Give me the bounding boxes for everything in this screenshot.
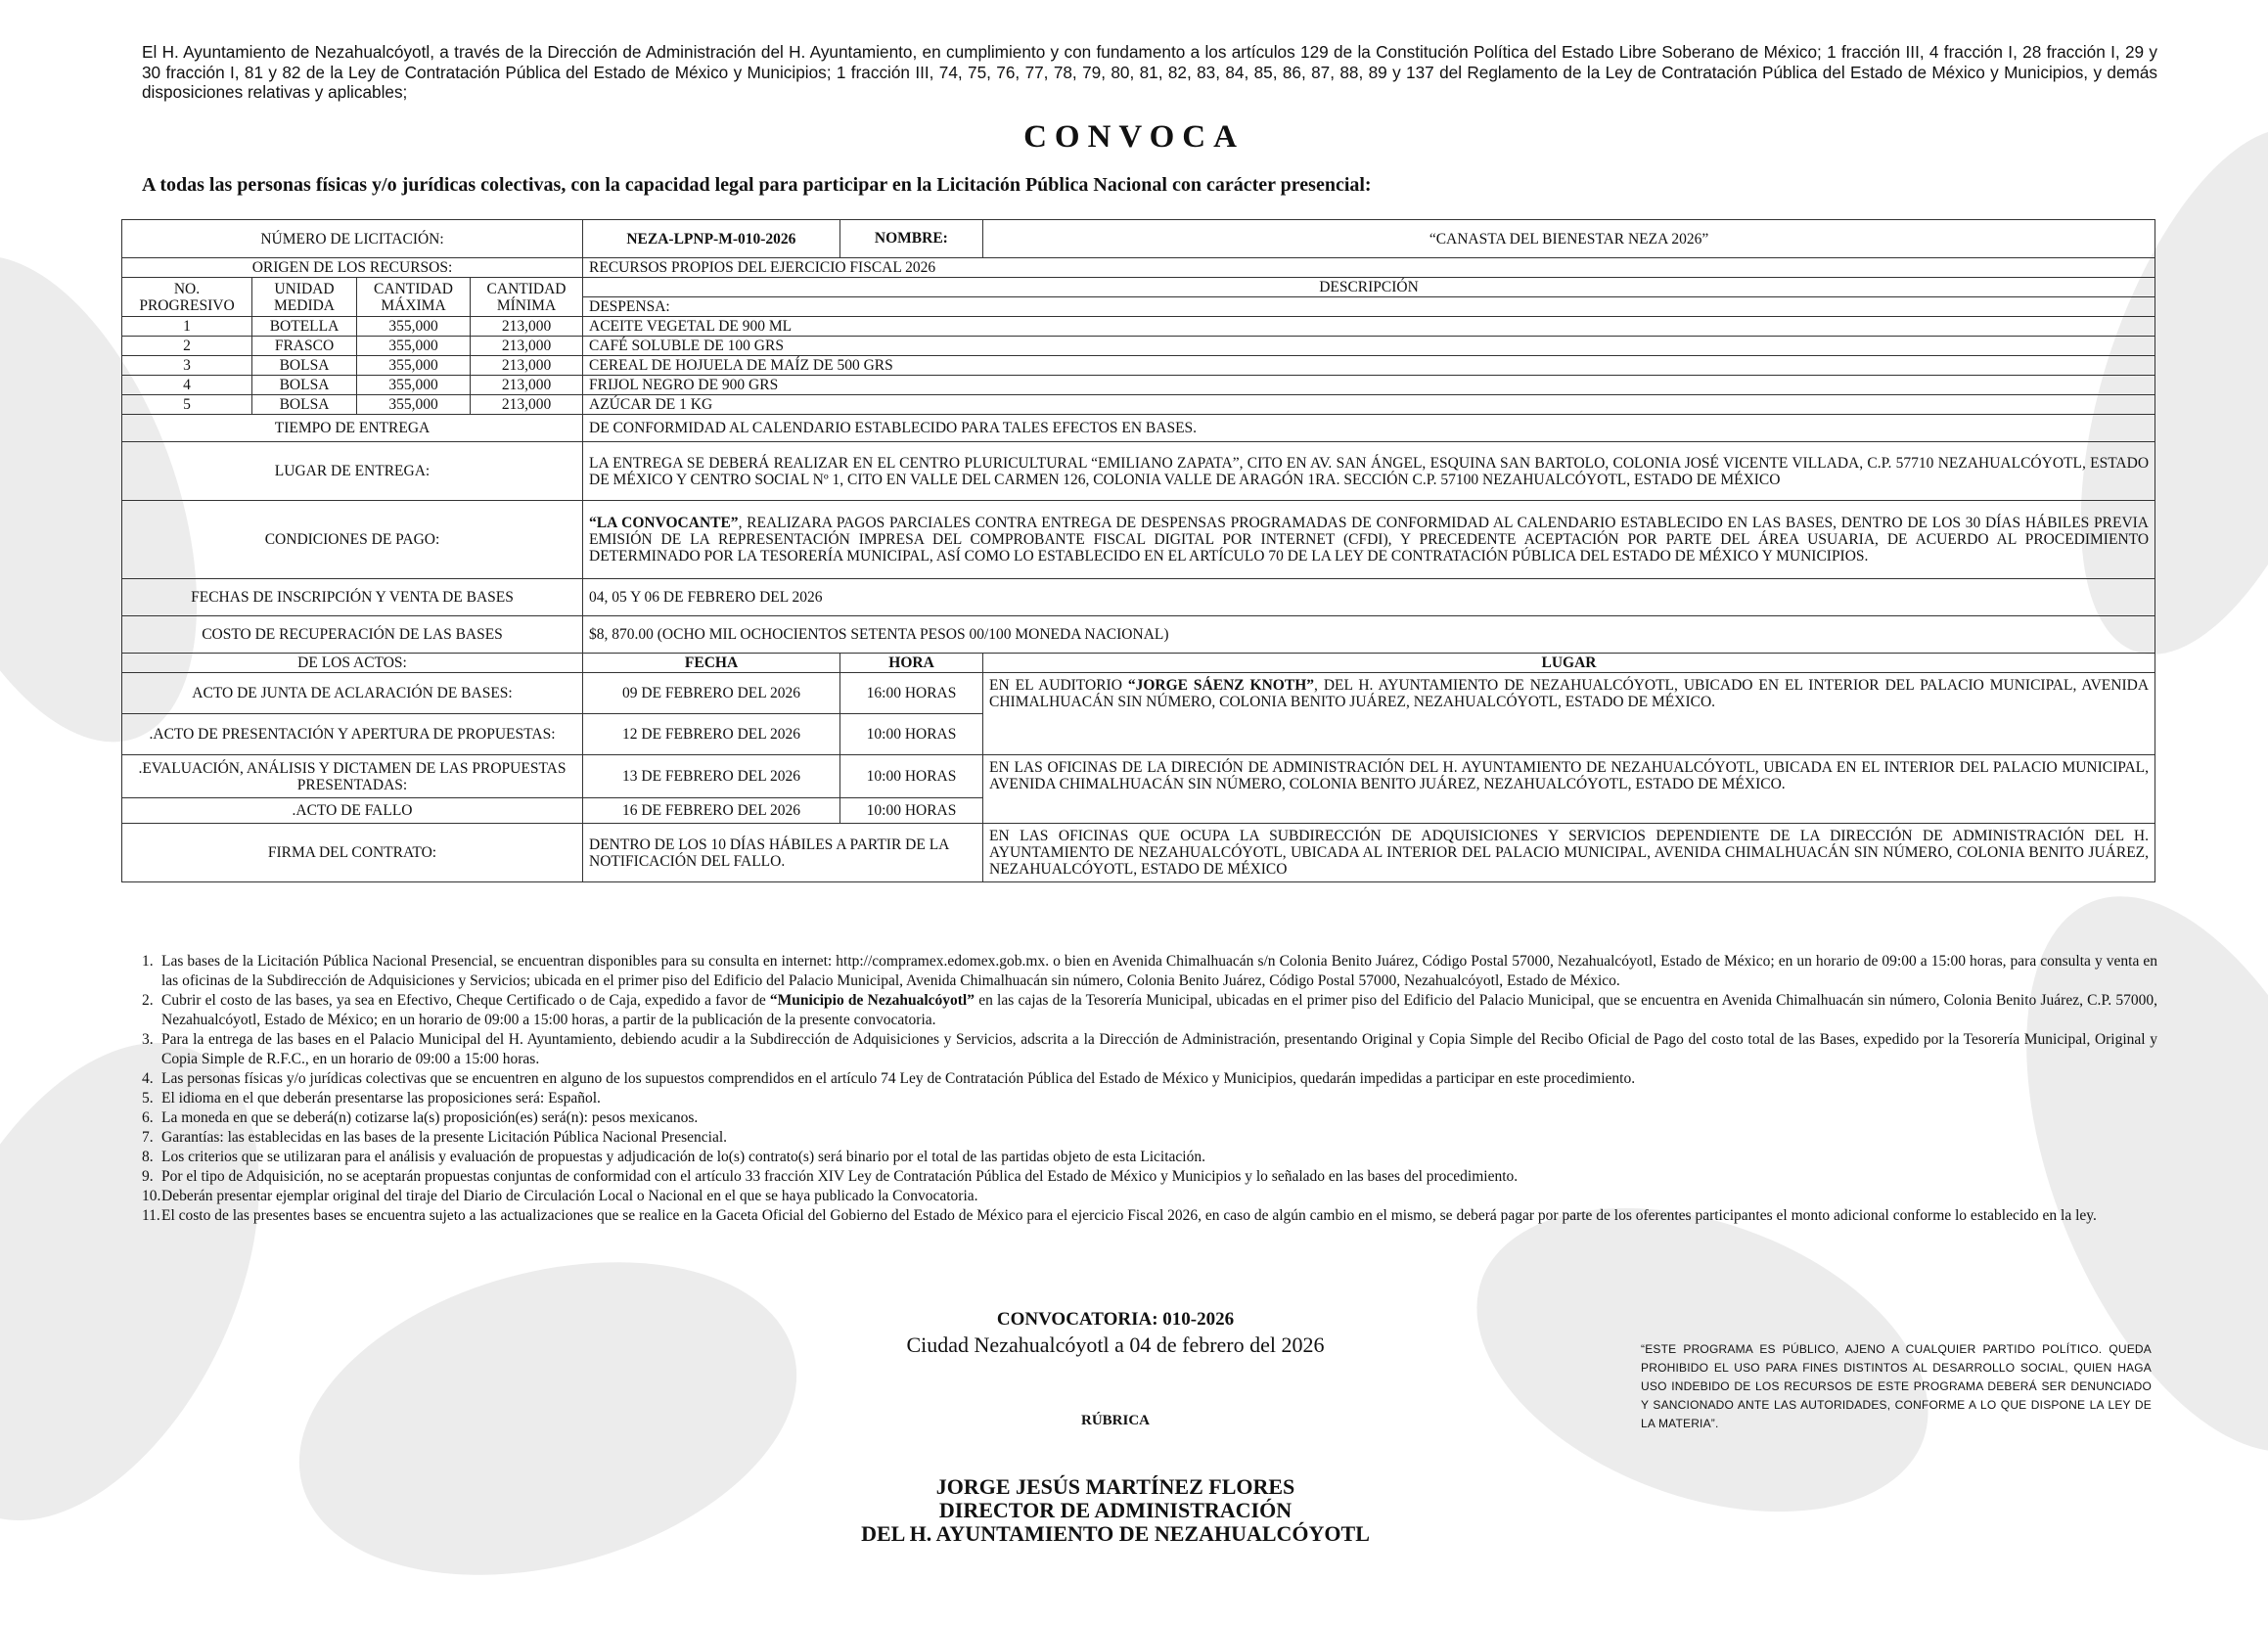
note-text: Los criterios que se utilizaran para el análisis y evaluación de propuestas y adjudicación de lo(s) contrato(s) será binario por el total de las partidas objeto de esta Licitación. (161, 1149, 1205, 1165)
numero-label: NÚMERO DE LICITACIÓN: (122, 220, 583, 258)
item-desc: CAFÉ SOLUBLE DE 100 GRS (583, 337, 2155, 356)
item-maxima: 355,000 (357, 395, 471, 415)
note-number: 3. (142, 1031, 154, 1048)
item-desc: ACEITE VEGETAL DE 900 ML (583, 317, 2155, 337)
header-maxima: CANTIDAD MÁXIMA (357, 278, 471, 317)
item-no: 5 (122, 395, 252, 415)
nombre-value: “CANASTA DEL BIENESTAR NEZA 2026” (983, 220, 2155, 258)
table-row (122, 337, 2155, 356)
header-unidad: UNIDAD MEDIDA (252, 278, 357, 317)
acto-fecha: 16 DE FEBRERO DEL 2026 (583, 798, 840, 824)
acto-label: ACTO DE JUNTA DE ACLARACIÓN DE BASES: (122, 673, 583, 714)
table-row (122, 376, 2155, 395)
lugar1-post: , DEL H. AYUNTAMIENTO DE NEZAHUALCÓYOTL, UBICADO EN EL INTERIOR DEL PALACIO MUNICIPAL, AVENIDA CHIMALHUACÁN SIN NÚMERO, COLONIA BENITO JUÁREZ, NEZAHUALCÓYOTL, ESTADO DE MÉXICO. (989, 677, 2150, 710)
signer-title: DIRECTOR DE ADMINISTRACIÓN (938, 1498, 1293, 1522)
item-desc: AZÚCAR DE 1 KG (583, 395, 2155, 415)
note-text: Por el tipo de Adquisición, no se aceptarán propuestas conjuntas de conformidad con el artículo 33 fracción XIV Ley de Contratación Pública del Estado de México y Municipios y lo señalado en las bases del procedimiento. (161, 1168, 1519, 1185)
firma-label: FIRMA DEL CONTRATO: (122, 824, 583, 882)
acto-label: .EVALUACIÓN, ANÁLISIS Y DICTAMEN DE LAS PROPUESTAS PRESENTADAS: (122, 755, 583, 798)
item-minima: 213,000 (471, 317, 583, 337)
item-minima: 213,000 (471, 356, 583, 376)
tiempo-label: TIEMPO DE ENTREGA (122, 415, 583, 442)
item-unidad: BOLSA (252, 395, 357, 415)
item-unidad: BOTELLA (252, 317, 357, 337)
note-text: El idioma en el que deberán presentarse las proposiciones será: Español. (161, 1090, 601, 1107)
acto-row (122, 673, 2155, 714)
actos-header-row (122, 654, 2155, 673)
actos-header: DE LOS ACTOS: (122, 654, 583, 673)
item-maxima: 355,000 (357, 356, 471, 376)
firma-value: DENTRO DE LOS 10 DÍAS HÁBILES A PARTIR DE LA NOTIFICACIÓN DEL FALLO. (583, 824, 983, 882)
pago-label: CONDICIONES DE PAGO: (122, 501, 583, 579)
note-number: 6. (142, 1109, 154, 1126)
note-text: La moneda en que se deberá(n) cotizarse la(s) proposición(es) será(n): pesos mexicanos. (161, 1109, 699, 1126)
acto-label: .ACTO DE FALLO (122, 798, 583, 824)
fechas-row (122, 579, 2155, 616)
signer-name: JORGE JESÚS MARTÍNEZ FLORES (935, 1474, 1295, 1499)
item-unidad: FRASCO (252, 337, 357, 356)
lugar-row (122, 442, 2155, 501)
headers-row (122, 278, 2155, 297)
acto-fecha: 13 DE FEBRERO DEL 2026 (583, 755, 840, 798)
list-item (142, 1089, 2157, 1108)
list-item (142, 1148, 2157, 1167)
numero-value: NEZA-LPNP-M-010-2026 (626, 230, 796, 248)
acto-fecha: 09 DE FEBRERO DEL 2026 (583, 673, 840, 714)
item-desc: CEREAL DE HOJUELA DE MAÍZ DE 500 GRS (583, 356, 2155, 376)
place-date: Ciudad Nezahualcóyotl a 04 de febrero del 2026 (906, 1332, 1325, 1357)
item-maxima: 355,000 (357, 337, 471, 356)
acto-lugar-1 (983, 673, 2155, 755)
origen-row (122, 258, 2155, 278)
table-row (122, 395, 2155, 415)
item-no: 4 (122, 376, 252, 395)
fechas-label: FECHAS DE INSCRIPCIÓN Y VENTA DE BASES (122, 579, 583, 616)
convocatoria-number: CONVOCATORIA: 010-2026 (996, 1309, 1235, 1330)
list-item (142, 1187, 2157, 1206)
note-text: Garantías: las establecidas en las bases de la presente Licitación Pública Nacional Presencial. (161, 1129, 728, 1146)
table-row (122, 356, 2155, 376)
hora-header: HORA (840, 654, 983, 673)
header-descripcion: DESCRIPCIÓN (583, 278, 2155, 297)
item-no: 3 (122, 356, 252, 376)
pago-value-cell (583, 501, 2155, 579)
note-text: Las personas físicas y/o jurídicas colectivas que se encuentren en alguno de los supuestos comprendidos en el artículo 74 Ley de Contratación Pública del Estado de México y Municipios, quedarán impedidas a participar en este procedimiento. (161, 1070, 1636, 1087)
lugar-label: LUGAR DE ENTREGA: (122, 442, 583, 501)
note-text: Las bases de la Licitación Pública Nacional Presencial, se encuentran disponibles para su consulta en internet: http://compramex.edomex.gob.mx. o bien en Avenida Chimalhuacán s/n Colonia Benito Juárez, Código Postal 57000, Nezahualcóyotl, Estado de México; en un horario de 09:00 a 15:00 horas, para consulta y venta en las oficinas de la Subdirección de Adquisiciones y Servicios; ubicada en el primer piso del Edificio del Palacio Municipal, Avenida Chimalhuacán sin número, Colonia Benito Juárez, Código Postal 57000, Nezahualcóyotl, Estado de México. (161, 953, 2157, 989)
note-number: 4. (142, 1070, 154, 1087)
note-text: El costo de las presentes bases se encuentra sujeto a las actualizaciones que se realice en la Gaceta Oficial del Gobierno del Estado de México para el ejercicio Fiscal 2026, en caso de algún cambio en el mismo, se deberá pagar por parte de los oferentes participantes el monto adicional conforme lo establecido en la ley. (161, 1207, 2097, 1224)
item-maxima: 355,000 (357, 317, 471, 337)
notes-list (142, 952, 2157, 1226)
note-number: 8. (142, 1149, 154, 1165)
acto-hora: 10:00 HORAS (840, 798, 983, 824)
note-number: 7. (142, 1129, 154, 1146)
firma-row (122, 824, 2155, 882)
note-number: 1. (142, 953, 154, 970)
tiempo-value: DE CONFORMIDAD AL CALENDARIO ESTABLECIDO PARA TALES EFECTOS EN BASES. (583, 415, 2155, 442)
item-desc: FRIJOL NEGRO DE 900 GRS (583, 376, 2155, 395)
licitacion-table (121, 219, 2155, 882)
list-item (142, 1030, 2157, 1069)
item-minima: 213,000 (471, 376, 583, 395)
list-item (142, 1206, 2157, 1226)
item-no: 2 (122, 337, 252, 356)
note-bold: “Municipio de Nezahualcóyotl” (769, 992, 975, 1009)
costo-label: COSTO DE RECUPERACIÓN DE LAS BASES (122, 616, 583, 654)
acto-lugar-2: EN LAS OFICINAS DE LA DIRECIÓN DE ADMINISTRACIÓN DEL H. AYUNTAMIENTO DE NEZAHUALCÓYOTL, UBICADA EN EL INTERIOR DEL PALACIO MUNICIPAL, AVENIDA CHIMALHUACÁN SIN NÚMERO, COLONIA BENITO JUÁREZ, NEZAHUALCÓYOTL, ESTADO DE MÉXICO. (983, 755, 2155, 824)
acto-hora: 16:00 HORAS (840, 673, 983, 714)
note-number: 11. (142, 1207, 160, 1224)
fecha-header: FECHA (583, 654, 840, 673)
acto-fecha: 12 DE FEBRERO DEL 2026 (583, 714, 840, 755)
rubrica: RÚBRICA (1080, 1413, 1150, 1428)
acto-row (122, 755, 2155, 798)
origen-label: ORIGEN DE LOS RECURSOS: (122, 258, 583, 278)
list-item (142, 1108, 2157, 1128)
lugar1-bold: “JORGE SÁENZ KNOTH” (1127, 677, 1315, 694)
subtitle: A todas las personas físicas y/o jurídicas colectivas, con la capacidad legal para participar en la Licitación Pública Nacional con carácter presencial: (142, 174, 1372, 196)
page-title: CONVOCA (1023, 119, 1245, 155)
note-text: Para la entrega de las bases en el Palacio Municipal del H. Ayuntamiento, debiendo acudir a la Subdirección de Adquisiciones y Servicios, adscrita a la Dirección de Administración, presentando Original y Copia Simple del Recibo Oficial de Pago del costo total de las Bases, expedido por la Tesorería Municipal, Original y Copia Simple de R.F.C., en un horario de 09:00 a 15:00 horas. (161, 1031, 2157, 1067)
numero-row (122, 220, 2155, 258)
list-item (142, 1128, 2157, 1148)
pago-bold: “LA CONVOCANTE” (589, 515, 739, 531)
numero-value-cell (583, 220, 983, 258)
signature-block (763, 1475, 1468, 1546)
list-item (142, 952, 2157, 991)
item-minima: 213,000 (471, 395, 583, 415)
note-number: 10. (142, 1188, 161, 1204)
acto-hora: 10:00 HORAS (840, 755, 983, 798)
item-maxima: 355,000 (357, 376, 471, 395)
acto-label: .ACTO DE PRESENTACIÓN Y APERTURA DE PROPUESTAS: (122, 714, 583, 755)
note-number: 9. (142, 1168, 154, 1185)
disclaimer: “ESTE PROGRAMA ES PÚBLICO, AJENO A CUALQUIER PARTIDO POLÍTICO. QUEDA PROHIBIDO EL USO PARA FINES DISTINTOS AL DESARROLLO SOCIAL, QUIEN HAGA USO INDEBIDO DE LOS RECURSOS DE ESTE PROGRAMA DEBERÁ SER DENUNCIADO Y SANCIONADO ANTE LAS AUTORIDADES, CONFORME A LO QUE DISPONE LA LEY DE LA MATERIA”. (1641, 1342, 2152, 1430)
list-item (142, 1069, 2157, 1089)
note-pre: Cubrir el costo de las bases, ya sea en Efectivo, Cheque Certificado o de Caja, expedido a favor de (161, 992, 770, 1009)
note-number: 2. (142, 992, 154, 1009)
item-unidad: BOLSA (252, 356, 357, 376)
item-no: 1 (122, 317, 252, 337)
signer-office: DEL H. AYUNTAMIENTO DE NEZAHUALCÓYOTL (861, 1521, 1370, 1546)
item-unidad: BOLSA (252, 376, 357, 395)
pago-value: , REALIZARA PAGOS PARCIALES CONTRA ENTREGA DE DESPENSAS PROGRAMADAS DE CONFORMIDAD AL CALENDARIO ESTABLECIDO EN LAS BASES, DENTRO DE LOS 30 DÍAS HÁBILES PREVIA EMISIÓN DE LA REPRESENTACIÓN IMPRESA DEL COMPROBANTE FISCAL DIGITAL POR INTERNET (CFDI), Y PRECEDENTE ACEPTACIÓN POR PARTE DEL ÁREA USUARIA, DE ACUERDO AL PROCEDIMIENTO DETERMINADO POR LA TESORERÍA MUNICIPAL, ASÍ COMO LO ESTABLECIDO EN EL ARTÍCULO 70 DE LA LEY DE CONTRATACIÓN PÚBLICA DEL ESTADO DE MÉXICO Y MUNICIPIOS. (589, 515, 2150, 565)
item-minima: 213,000 (471, 337, 583, 356)
lugar-header: LUGAR (983, 654, 2155, 673)
note-number: 5. (142, 1090, 154, 1107)
pago-row (122, 501, 2155, 579)
table-row (122, 317, 2155, 337)
note-post: en las cajas de la Tesorería Municipal, ubicadas en el primer piso del Edificio del Palacio Municipal, que se encuentra en Avenida Chimalhuacán sin número, Colonia Benito Juárez, C.P. 57000, Nezahualcóyotl, Estado de México; en un horario de 09:00 a 15:00 horas, a partir de la publicación de la presente convocatoria. (161, 992, 2157, 1028)
header-no: NO. PROGRESIVO (122, 278, 252, 317)
costo-value: $8, 870.00 (OCHO MIL OCHOCIENTOS SETENTA PESOS 00/100 MONEDA NACIONAL) (583, 616, 2155, 654)
costo-row (122, 616, 2155, 654)
firma-lugar: EN LAS OFICINAS QUE OCUPA LA SUBDIRECCIÓN DE ADQUISICIONES Y SERVICIOS DEPENDIENTE DE LA DIRECCIÓN DE ADMINISTRACIÓN DEL H. AYUNTAMIENTO DE NEZAHUALCÓYOTL, UBICADA AL INTERIOR DEL PALACIO MUNICIPAL, AVENIDA CHIMALHUACÁN SIN NÚMERO, COLONIA BENITO JUÁREZ, NEZAHUALCÓYOTL, ESTADO DE MÉXICO (983, 824, 2155, 882)
origen-value: RECURSOS PROPIOS DEL EJERCICIO FISCAL 2026 (583, 258, 2155, 278)
intro-paragraph: El H. Ayuntamiento de Nezahualcóyotl, a través de la Dirección de Administración del H. Ayuntamiento, en cumplimiento y con fundamento a los artículos 129 de la Constitución Política del Estado Libre Soberano de México; 1 fracción III, 4 fracción I, 28 fracción I, 29 y 30 fracción I, 81 y 82 de la Ley de Contratación Pública del Estado de México y Municipios; 1 fracción III, 74, 75, 76, 77, 78, 79, 80, 81, 82, 83, 84, 85, 86, 87, 88, 89 y 137 del Reglamento de la Ley de Contratación Pública del Estado de México y Municipios, y demás disposiciones relativas y aplicables; (142, 42, 2157, 102)
list-item (142, 991, 2157, 1030)
lugar-value: LA ENTREGA SE DEBERÁ REALIZAR EN EL CENTRO PLURICULTURAL “EMILIANO ZAPATA”, CITO EN AV. SAN ÁNGEL, ESQUINA SAN BARTOLO, COLONIA JOSÉ VICENTE VILLADA, C.P. 57710 NEZAHUALCÓYOTL, ESTADO DE MÉXICO Y CENTRO SOCIAL Nº 1, CITO EN VALLE DEL CARMEN 126, COLONIA VALLE DE ARAGÓN 1RA. SECCIÓN C.P. 57100 NEZAHUALCÓYOTL, ESTADO DE MÉXICO (583, 442, 2155, 501)
despensa-label: DESPENSA: (583, 297, 2155, 317)
fechas-value: 04, 05 Y 06 DE FEBRERO DEL 2026 (583, 579, 2155, 616)
list-item (142, 1167, 2157, 1187)
lugar1-pre: EN EL AUDITORIO (989, 677, 1128, 694)
header-minima: CANTIDAD MÍNIMA (471, 278, 583, 317)
tiempo-row (122, 415, 2155, 442)
nombre-label: NOMBRE: (839, 220, 982, 257)
note-text (142, 991, 2157, 1030)
acto-hora: 10:00 HORAS (840, 714, 983, 755)
note-text: Deberán presentar ejemplar original del tiraje del Diario de Circulación Local o Nacional en el que se haya publicado la Convocatoria. (161, 1188, 978, 1204)
